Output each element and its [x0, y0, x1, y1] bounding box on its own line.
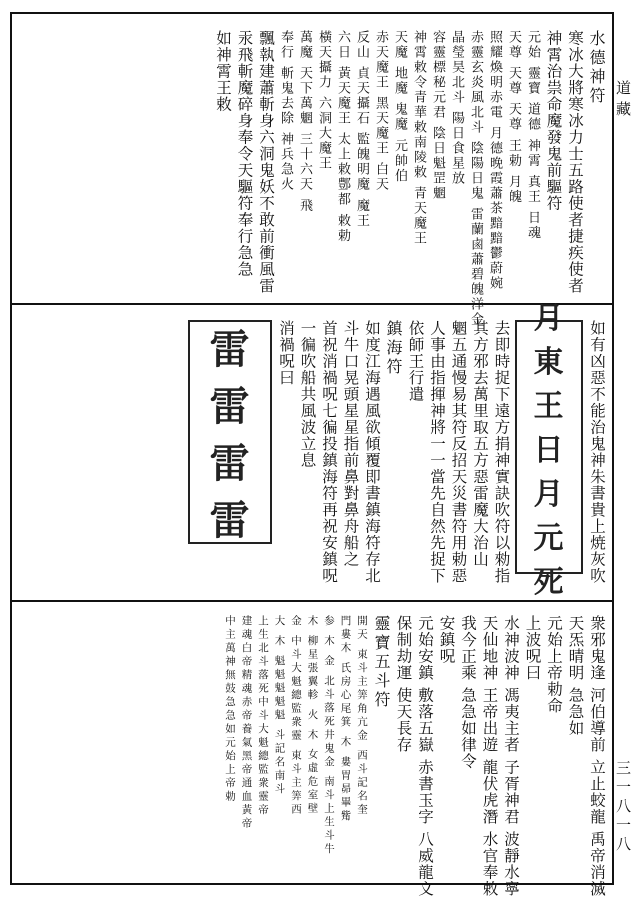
panel1-text-column: 如神霄王敕: [214, 30, 232, 113]
panel1-text-column: 奉行 斬鬼去除 神兵急火: [278, 30, 293, 193]
seal-glyph: 王: [533, 389, 564, 424]
panel3-text-column: 保制劫運 使天長存: [394, 615, 413, 753]
panel1-text-column: 神霄敕令青華敕南陵敕 青天魔王: [411, 30, 426, 247]
panel2-text-column: 消禍呪曰: [277, 320, 295, 386]
panel2-text-column: 魍五通慢易其符反招天災書符用勅惡: [449, 320, 468, 584]
panel2-text-column: 鎮海符: [384, 320, 403, 377]
panel2-text-column: 首祝消禍呪七徧投鎮海符再祝安鎮呪: [320, 320, 338, 584]
panel3-text-column: 我今正乘 急急如律令: [459, 615, 477, 770]
panel3-text-column: 建魂白帝精魂赤帝養氣黑帝通血黃帝: [240, 615, 253, 831]
panel3-text-column: 安鎮呪: [437, 615, 456, 665]
panel1-text-column: 橫天攝力 六洞大魔王: [316, 30, 331, 172]
panel2-text-column: 斗牛口晃頭星星指前鼻對鼻舟船之: [341, 320, 360, 568]
panel3-text-column: 天仙地神 王帝出遊 龍伏虎潛 水官奉敕: [480, 615, 499, 897]
side-label: 道藏: [614, 80, 632, 122]
panel2-text-column: 一徧吹船共風波立息: [298, 320, 317, 469]
page-number: 三一八一八: [614, 760, 632, 855]
panel1-text-column: 天尊 天尊 天尊 王勅 月魄: [506, 30, 521, 205]
seal-glyph: 元: [533, 521, 564, 556]
seal-glyph: 雷: [209, 441, 250, 487]
panel1-text-column: 照耀煥明赤電 月德晚霞蕭茶黯黯鬱蔚婉: [487, 30, 502, 292]
panel-sea-calming-talisman: [14, 301, 606, 600]
panel1-text-column: 水德神符: [587, 30, 606, 106]
panel3-text-column: 中主萬神無鼓急急如元始上帝勅: [224, 615, 236, 804]
panel1-text-column: 反山 貞天攝石 監魄明魔 魔王: [354, 30, 369, 229]
panel3-text-column: 参 木 金 北斗落死井鬼金 南斗上生斗牛: [323, 615, 335, 857]
panel1-text-column: 晶瑩昊北斗 陽日食星放: [449, 30, 464, 187]
panel3-text-column: 金 中斗大魁總監衆靈 東斗主筭西: [290, 615, 302, 817]
panel3-text-column: 門婁木 氏房心尾箕 木 婁胃昴畢觜: [339, 615, 352, 824]
panel3-text-column: 天炁晴明 急急如: [566, 615, 585, 737]
panel1-text-column: 六日 黃天魔王 太上敕鄷都 敕勅: [335, 30, 350, 244]
panel3-text-column: 上波呪曰: [523, 615, 542, 681]
panel2-text-column: 去即時捉下遠方捐神實訣吹符以勑指: [492, 320, 511, 584]
panel1-text-column: 元始 靈寶 道德 神霄 真王 日魂: [525, 30, 540, 241]
panel1-text-column: 赤天魔王 黑天魔王 白天: [373, 30, 388, 193]
seal-glyph: 雷: [209, 327, 250, 373]
panel-five-dipper-talisman: [14, 615, 606, 897]
panel2-text-column: 依師王行遣: [406, 320, 425, 403]
panel1-text-column: 汞飛斬魔碎身奉令天驅符奉行急急: [235, 30, 254, 278]
panel1-text-column: 容靈標秘元君 陰日魁罡魍: [430, 30, 445, 202]
panel1-text-column: 萬魔 天下萬魍 三十六天 飛: [297, 30, 312, 214]
panel1-text-column: 天魔 地魔 鬼魔 元帥伯: [392, 30, 407, 184]
seal-glyph: 雷: [209, 498, 250, 544]
panel1-text-column: 飄執建蕭斬身六洞鬼妖不敢前衝風雷: [257, 30, 275, 294]
seal-glyph: 月: [533, 301, 564, 336]
seal-glyph: 日: [533, 433, 564, 468]
seal-glyph: 死: [533, 565, 564, 600]
panel2-text-column: 如度江海遇風欲傾覆即書鎮海符存北: [363, 320, 381, 584]
panel2-text-column: 人事由指揮神將一一當先自然先捉下: [428, 320, 446, 584]
panel3-text-column: 衆邪鬼逢 河伯導前 立止蛟龍 禹帝消滅: [588, 615, 606, 897]
seal-glyph: 月: [533, 477, 564, 512]
panel1-text-column: 寒冰大將寒冰力士五路使者捷疾使者: [566, 30, 584, 294]
panel2-text-column: 其方邪去萬里取五方惡雷魔大治山: [471, 320, 489, 568]
panel1-text-column: 赤靈玄炎風北斗 陰陽日鬼 雷蘭鹵蕭碧魄洋金: [468, 30, 483, 328]
panel3-text-column: 上生北斗落死中斗大魁總監衆靈帝: [257, 615, 269, 818]
panel-divider-bottom: [10, 600, 614, 602]
talisman-seal: [188, 320, 272, 544]
panel3-text-column: 元始安鎮 敷落五嶽 赤書玉字 八威龍文: [416, 615, 434, 897]
panel2-text-column: 如有凶惡不能治鬼神朱書貴上焼灰吹: [588, 320, 606, 584]
panel-divider-top: [10, 303, 614, 305]
panel3-text-column: 元始上帝勅命: [545, 615, 563, 714]
panel3-text-column: 開天 東斗主筭角亢金 西斗記名奎: [356, 615, 368, 817]
panel1-text-column: 神霄治祟命魔發鬼前驅符: [544, 30, 563, 212]
seal-glyph: 雷: [209, 384, 250, 430]
panel3-text-column: 靈寶五斗符: [372, 615, 391, 710]
talisman-seal: [515, 301, 583, 600]
panel-water-virtue-talisman: [14, 30, 606, 328]
panel3-text-column: 水神波神 馮夷主者 子胥神君 波靜水寧: [502, 615, 520, 897]
seal-glyph: 東: [533, 345, 564, 380]
panel3-text-column: 大 木 魁魁魁魁魁 斗記名南斗: [273, 615, 286, 797]
panel3-text-column: 木 柳星張翼軫 火 木 女虛危室壁: [306, 615, 319, 816]
